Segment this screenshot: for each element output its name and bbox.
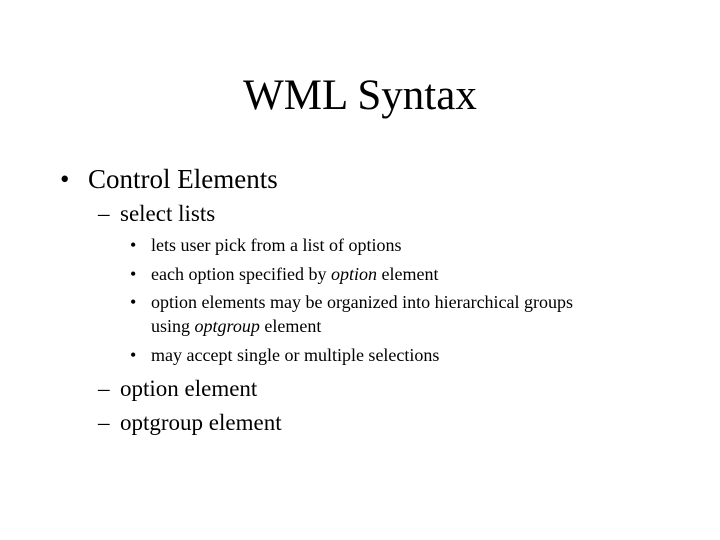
subbullet-option-element: [98, 374, 257, 404]
sub-subbullet-text: lets user pick from a list of options: [151, 235, 402, 255]
bullet-control-elements: [60, 162, 278, 196]
sub-subbullet-text-italic: option: [330, 264, 377, 284]
dash-marker: –: [98, 376, 110, 401]
subbullet-optgroup-element: [98, 408, 282, 438]
subbullet-text: select lists: [120, 201, 216, 226]
subbullet-select-lists: [98, 199, 215, 229]
sub-subbullet-text-suffix: element: [376, 264, 439, 284]
dash-marker: –: [98, 410, 110, 435]
bullet-text: Control Elements: [88, 164, 278, 194]
sub-subbullet-3: [130, 290, 573, 338]
sub-subbullet-text-suffix: element: [259, 316, 322, 336]
bullet-marker: •: [130, 345, 137, 365]
dash-marker: –: [98, 201, 110, 226]
bullet-marker: •: [130, 235, 137, 255]
sub-subbullet-2: [130, 262, 438, 286]
sub-subbullet-text-line1: option elements may be organized into hierarchical groups: [151, 292, 574, 312]
slide-title: WML Syntax: [243, 72, 477, 119]
sub-subbullet-4: [130, 343, 439, 367]
sub-subbullet-text-prefix: each option specified by: [151, 264, 331, 284]
sub-subbullet-text-italic: optgroup: [194, 316, 260, 336]
subbullet-text: option element: [120, 376, 258, 401]
sub-subbullet-text: may accept single or multiple selections: [151, 345, 440, 365]
bullet-marker: •: [130, 264, 137, 284]
bullet-marker: •: [60, 164, 70, 194]
bullet-marker: •: [130, 292, 137, 312]
subbullet-text: optgroup element: [120, 410, 282, 435]
sub-subbullet-text-prefix: using: [151, 316, 195, 336]
sub-subbullet-1: [130, 233, 401, 257]
